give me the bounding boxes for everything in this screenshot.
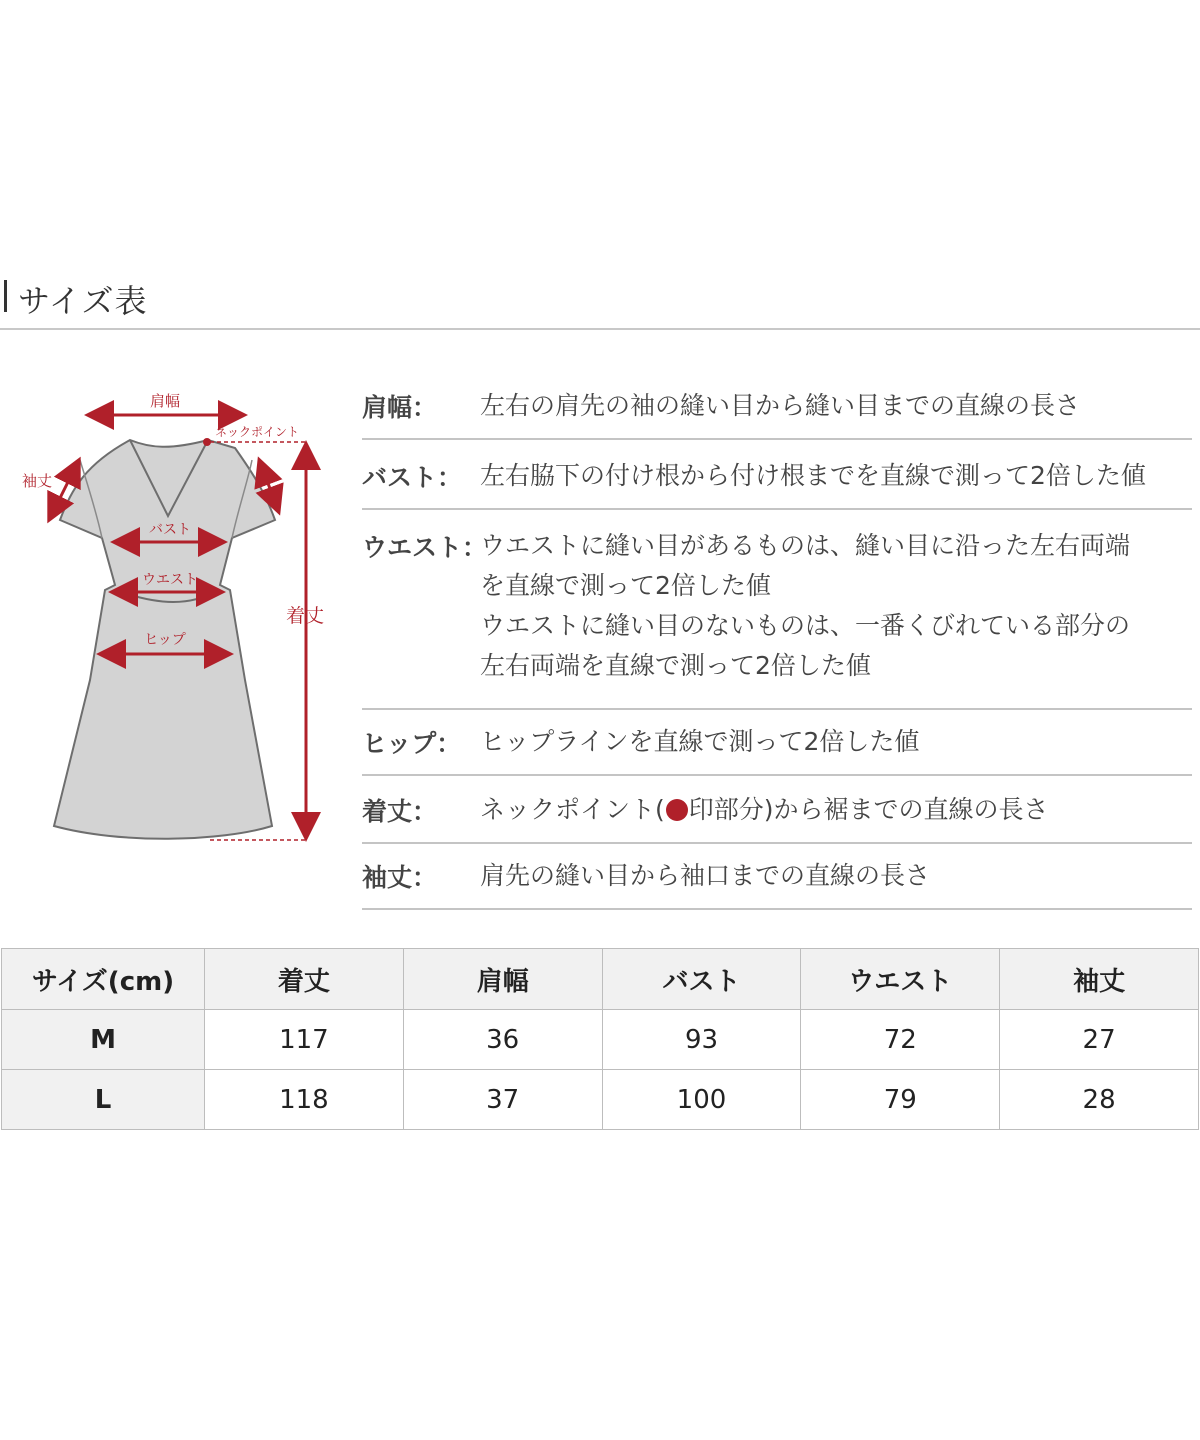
column-header-sleeve: 袖丈 xyxy=(1000,949,1199,1010)
definition-description: 肩先の縫い目から袖口までの直線の長さ xyxy=(480,861,931,890)
definition-description: 左右脇下の付け根から付け根までを直線で測って2倍した値 xyxy=(480,461,1146,490)
size-label-cell: M xyxy=(2,1010,205,1070)
diagram-label-neck-point: ネックポイント xyxy=(215,425,300,439)
definition-description: ヒップラインを直線で測って2倍した値 xyxy=(480,727,920,756)
table-header-row xyxy=(2,949,1199,1010)
definition-term: ウエスト： xyxy=(362,533,488,562)
table-cell: 79 xyxy=(801,1070,1000,1130)
column-header-shoulder: 肩幅 xyxy=(403,949,602,1010)
title-accent-bar xyxy=(4,280,7,312)
diagram-label-bust: バスト xyxy=(149,522,191,538)
definition-term: ヒップ： xyxy=(362,729,462,758)
definition-sleeve xyxy=(362,844,1192,910)
table-cell: 117 xyxy=(205,1010,404,1070)
definition-bust xyxy=(362,440,1192,510)
definition-length xyxy=(362,776,1192,844)
definition-description-part: ネックポイント( xyxy=(480,795,665,824)
table-row xyxy=(2,1070,1199,1130)
table-cell: 37 xyxy=(403,1070,602,1130)
definition-description: 左右の肩先の袖の縫い目から縫い目までの直線の長さ xyxy=(480,391,1081,420)
definition-term: バスト： xyxy=(362,463,463,492)
definition-shoulder xyxy=(362,380,1192,440)
section-header xyxy=(0,270,1200,330)
dress-measurement-diagram xyxy=(20,380,340,860)
table-cell: 28 xyxy=(1000,1070,1199,1130)
diagram-label-hip: ヒップ xyxy=(144,632,186,648)
page-title: サイズ表 xyxy=(18,282,148,320)
definition-description-line: 左右両端を直線で測って2倍した値 xyxy=(480,651,871,680)
definition-description-line: ウエストに縫い目のないものは、一番くびれている部分の xyxy=(480,611,1131,640)
diagram-label-length: 着丈 xyxy=(286,605,325,627)
neck-point-dot-icon xyxy=(666,799,688,821)
definition-description xyxy=(480,790,1049,830)
size-label-cell: L xyxy=(2,1070,205,1130)
definition-term: 肩幅： xyxy=(362,393,438,422)
table-cell: 27 xyxy=(1000,1010,1199,1070)
definition-description-line: を直線で測って2倍した値 xyxy=(480,571,771,600)
table-cell: 72 xyxy=(801,1010,1000,1070)
table-cell: 118 xyxy=(205,1070,404,1130)
table-cell: 93 xyxy=(602,1010,801,1070)
definition-term: 着丈： xyxy=(362,797,438,826)
diagram-label-sleeve: 袖丈 xyxy=(22,472,53,490)
size-table xyxy=(1,948,1199,1130)
definition-hip xyxy=(362,710,1192,776)
table-cell: 100 xyxy=(602,1070,801,1130)
column-header-length: 着丈 xyxy=(205,949,404,1010)
column-header-waist: ウエスト xyxy=(801,949,1000,1010)
title-divider xyxy=(0,328,1200,330)
definition-description-part: 印部分)から裾までの直線の長さ xyxy=(688,795,1049,824)
table-cell: 36 xyxy=(403,1010,602,1070)
definition-description-line: ウエストに縫い目があるものは、縫い目に沿った左右両端 xyxy=(480,531,1131,560)
column-header-bust: バスト xyxy=(602,949,801,1010)
diagram-label-waist: ウエスト xyxy=(142,572,198,588)
column-header-size: サイズ(cm) xyxy=(2,949,205,1010)
table-row xyxy=(2,1010,1199,1070)
definition-waist xyxy=(362,510,1192,710)
diagram-label-shoulder: 肩幅 xyxy=(149,392,181,410)
neck-point-marker xyxy=(203,438,211,446)
definition-term: 袖丈： xyxy=(362,863,438,892)
measurement-definitions xyxy=(362,380,1192,910)
